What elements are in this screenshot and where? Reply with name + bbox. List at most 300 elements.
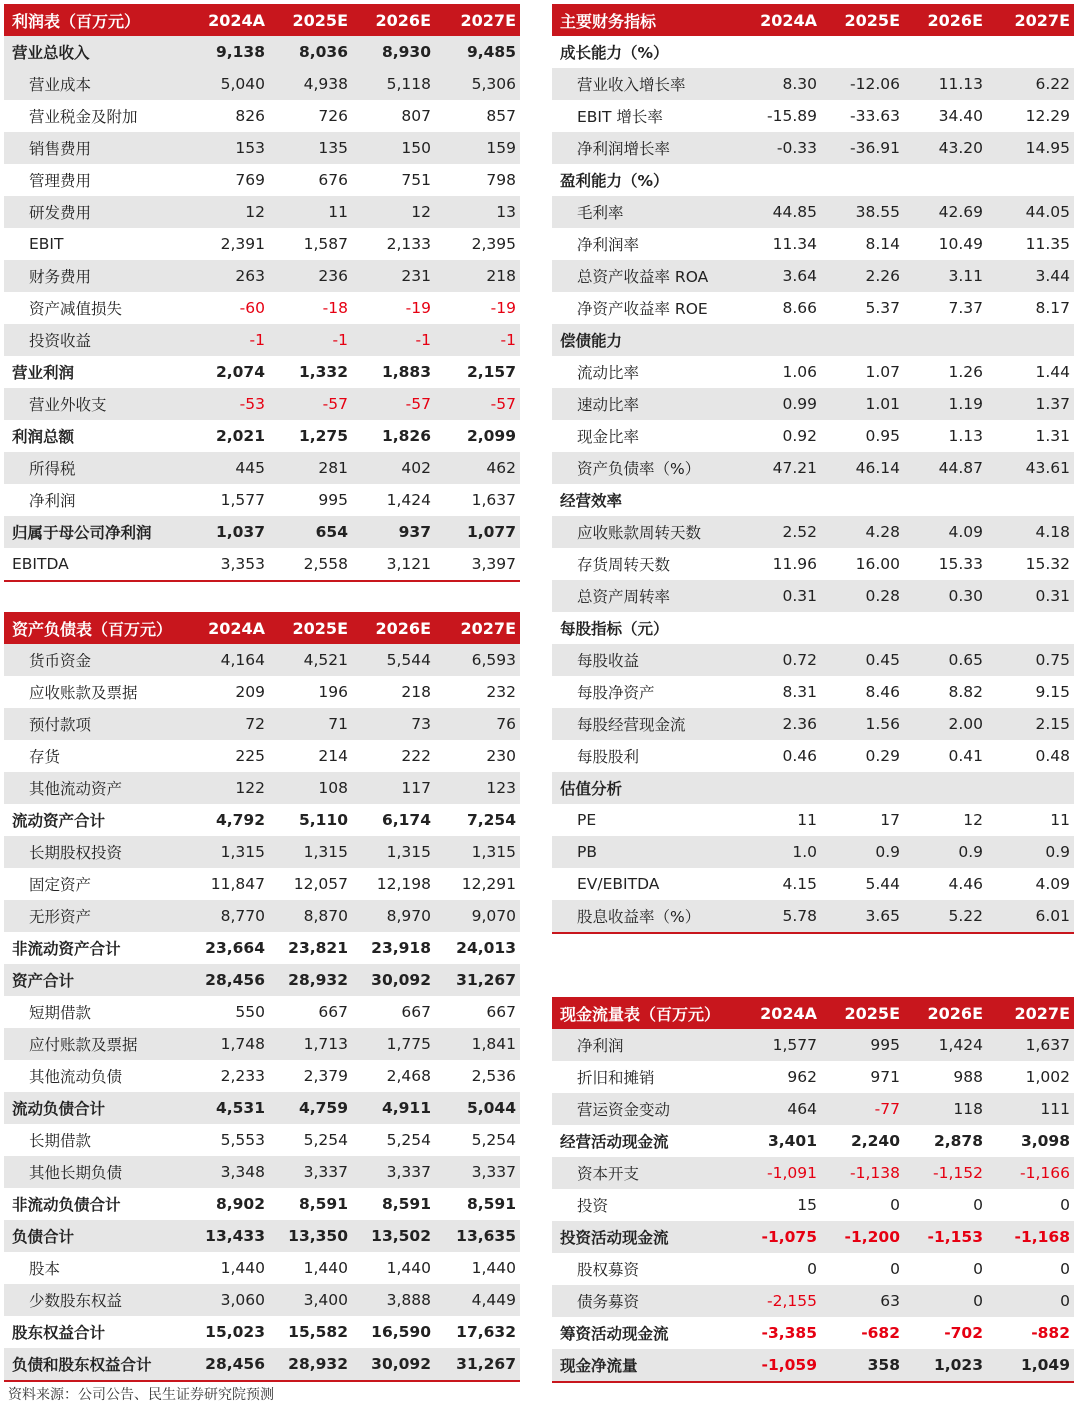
cell-value: 38.55	[821, 196, 904, 228]
cell-value	[987, 484, 1074, 516]
year-header: 2027E	[987, 4, 1074, 36]
row-label: 非流动资产合计	[12, 940, 121, 958]
table-row	[552, 708, 1074, 740]
row-label: 管理费用	[29, 172, 92, 190]
cell-value: 995	[318, 491, 348, 509]
table-row	[4, 676, 520, 708]
cell-value: 15,582	[288, 1323, 348, 1341]
table-row	[4, 772, 520, 804]
year-header: 2026E	[904, 997, 987, 1029]
cell-value: -1,166	[987, 1157, 1074, 1189]
cell-value: 5,118	[352, 68, 435, 100]
cell-value: 8,930	[352, 36, 435, 68]
cell-value: 1.0	[738, 836, 821, 868]
cell-value: 9.15	[1035, 683, 1070, 701]
cell-value: 4,938	[269, 68, 352, 100]
cell-value: 1,332	[298, 363, 348, 381]
cell-value: 1,637	[987, 1029, 1074, 1061]
cell-value: 135	[269, 132, 352, 164]
cell-value: 1,049	[987, 1349, 1074, 1382]
cell-value: 1.31	[1035, 427, 1070, 445]
table-row-subtotal	[552, 324, 1074, 356]
cell-value: 2,133	[386, 235, 431, 253]
cell-value: 3.64	[738, 260, 821, 292]
cell-value: 769	[235, 171, 265, 189]
cell-value: 3,337	[435, 1156, 520, 1188]
cell-value: 28,932	[269, 1348, 352, 1381]
cell-value: 7.37	[948, 299, 983, 317]
row-label: 经营效率	[560, 492, 623, 510]
cell-value: 4,521	[269, 644, 352, 676]
cell-value: 23,664	[205, 939, 265, 957]
table-row-subtotal	[4, 420, 520, 452]
table-row-subtotal	[4, 804, 520, 836]
cell-value: 0.75	[987, 644, 1074, 676]
table-row	[552, 228, 1074, 260]
table-row	[552, 868, 1074, 900]
cell-value: 1,883	[381, 363, 431, 381]
table-row-subtotal	[552, 1349, 1074, 1382]
cell-value: 230	[486, 747, 516, 765]
row-label: 负债和股东权益合计	[4, 1348, 200, 1381]
row-label: 每股指标（元）	[560, 620, 669, 638]
cell-value: 5.37	[865, 299, 900, 317]
cell-value: 9,485	[435, 36, 520, 68]
row-label: 营业外收支	[4, 388, 200, 420]
row-label: 资本开支	[552, 1157, 738, 1189]
cell-value: 118	[904, 1093, 987, 1125]
year-header: 2024A	[200, 612, 269, 644]
table-row	[4, 484, 520, 516]
cell-value	[821, 164, 904, 196]
cell-value: 28,456	[200, 964, 269, 996]
table-row-subtotal	[4, 36, 520, 68]
table-row	[552, 260, 1074, 292]
row-label: 每股经营现金流	[552, 708, 738, 740]
cell-value: 17	[880, 811, 900, 829]
cell-value: 30,092	[352, 1348, 435, 1381]
cell-value: -682	[861, 1324, 900, 1342]
cell-value: -1,075	[738, 1221, 821, 1253]
row-label: 债务募资	[552, 1285, 738, 1317]
table-row	[4, 1060, 520, 1092]
cell-value: -60	[239, 299, 265, 317]
cell-value: -1,138	[821, 1157, 904, 1189]
cell-value: 46.14	[821, 452, 904, 484]
cell-value: 31,267	[435, 1348, 520, 1381]
row-label: EBIT	[29, 235, 64, 253]
table-row	[552, 1285, 1074, 1317]
cell-value: 1,637	[471, 491, 516, 509]
year-header: 2024A	[738, 997, 821, 1029]
cell-value: 2.36	[738, 708, 821, 740]
table-row	[552, 196, 1074, 228]
cell-value: 0.99	[738, 388, 821, 420]
cell-value: 218	[401, 683, 431, 701]
cell-value	[738, 164, 821, 196]
table-row	[552, 1253, 1074, 1285]
cell-value: 11	[1050, 811, 1070, 829]
cell-value: 2,233	[220, 1067, 265, 1085]
cell-value	[904, 324, 987, 356]
cell-value: -19	[405, 299, 431, 317]
cell-value	[821, 484, 904, 516]
cell-value	[738, 772, 821, 804]
cell-value: 445	[200, 452, 269, 484]
cell-value: 798	[486, 171, 516, 189]
row-label: 净利润	[552, 1029, 738, 1061]
cell-value: 12	[352, 196, 435, 228]
table-row	[552, 580, 1074, 612]
cell-value: -1,200	[821, 1221, 904, 1253]
cell-value: 9,138	[200, 36, 269, 68]
cell-value: -1	[435, 324, 520, 356]
cell-value	[738, 484, 821, 516]
cell-value: 15.33	[938, 555, 983, 573]
cell-value: 34.40	[938, 107, 983, 125]
table-row	[552, 100, 1074, 132]
table-row	[4, 324, 520, 356]
table-row	[552, 356, 1074, 388]
cell-value: 13,350	[269, 1220, 352, 1252]
cell-value: 5,553	[220, 1131, 265, 1149]
cell-value: 1,440	[386, 1259, 431, 1277]
table-row	[4, 708, 520, 740]
row-label: 股息收益率（%）	[552, 900, 738, 933]
row-label: 折旧和摊销	[577, 1069, 655, 1087]
cell-value	[987, 36, 1074, 68]
cell-value: 2,021	[215, 427, 265, 445]
row-label: 无形资产	[4, 900, 200, 932]
cell-value: 16,590	[371, 1323, 431, 1341]
table-row-subtotal	[552, 772, 1074, 804]
year-header: 2027E	[987, 997, 1074, 1029]
row-label: 营业收入增长率	[552, 68, 738, 100]
cell-value: 14.95	[987, 132, 1074, 164]
row-label: 每股净资产	[577, 684, 655, 702]
row-label: 偿债能力	[552, 324, 738, 356]
row-label: 总资产收益率 ROA	[552, 260, 738, 292]
cell-value: 1,315	[352, 836, 435, 868]
cell-value: 8,036	[269, 36, 352, 68]
row-label: 固定资产	[29, 876, 92, 894]
cell-value: 196	[318, 683, 348, 701]
table-row	[552, 740, 1074, 772]
cell-value: 117	[352, 772, 435, 804]
cell-value: 0.28	[821, 580, 904, 612]
cell-value: 1,077	[435, 516, 520, 548]
cell-value: 550	[235, 1003, 265, 1021]
cell-value: 16.00	[855, 555, 900, 573]
cell-value: 5,044	[435, 1092, 520, 1124]
cell-value: -702	[944, 1324, 983, 1342]
cell-value: 236	[269, 260, 352, 292]
cell-value: -1,153	[904, 1221, 987, 1253]
cell-value: -12.06	[821, 68, 904, 100]
cell-value: 11	[797, 811, 817, 829]
table-row	[4, 1252, 520, 1284]
cell-value: 1.01	[821, 388, 904, 420]
table-row	[4, 548, 520, 581]
cell-value: 8.82	[948, 683, 983, 701]
cell-value	[821, 612, 904, 644]
table-row-subtotal	[4, 516, 520, 548]
cell-value: 1,315	[200, 836, 269, 868]
cell-value: 12,198	[376, 875, 431, 893]
table-row	[4, 1124, 520, 1156]
cell-value: 462	[435, 452, 520, 484]
cell-value: 0.31	[987, 580, 1074, 612]
table-row	[552, 1189, 1074, 1221]
table-row	[552, 516, 1074, 548]
cell-value: 8,770	[200, 900, 269, 932]
table-row	[552, 420, 1074, 452]
cell-value	[987, 612, 1074, 644]
table-row-subtotal	[4, 932, 520, 964]
year-header: 2027E	[435, 612, 520, 644]
cell-value: 8,591	[381, 1195, 431, 1213]
table-header-row	[4, 612, 520, 644]
table-row	[552, 1061, 1074, 1093]
cell-value: 4.18	[987, 516, 1074, 548]
cell-value: 8,902	[215, 1195, 265, 1213]
row-label: 资产减值损失	[29, 300, 123, 318]
cell-value: 667	[318, 1003, 348, 1021]
cell-value: 1,587	[303, 235, 348, 253]
row-label: 非流动负债合计	[12, 1196, 121, 1214]
cell-value: 2.52	[738, 516, 821, 548]
row-label: 应收账款周转天数	[552, 516, 738, 548]
cell-value	[987, 772, 1074, 804]
cell-value: 1.44	[1035, 363, 1070, 381]
row-label: 少数股东权益	[4, 1284, 200, 1316]
cell-value: 11.34	[772, 235, 817, 253]
row-label: 净利润率	[577, 236, 640, 254]
cell-value: 0.72	[738, 644, 821, 676]
table-row-subtotal	[552, 1317, 1074, 1349]
row-label: 长期借款	[29, 1132, 92, 1150]
cell-value: 3,353	[200, 548, 269, 581]
row-label: 净资产收益率 ROE	[577, 300, 708, 318]
row-label: 营业税金及附加	[29, 108, 138, 126]
cell-value: 122	[200, 772, 269, 804]
cell-value: 3,060	[200, 1284, 269, 1316]
cell-value: 24,013	[456, 939, 516, 957]
table-row	[552, 676, 1074, 708]
cell-value: 751	[401, 171, 431, 189]
cell-value: 73	[352, 708, 435, 740]
year-header: 2026E	[352, 612, 435, 644]
table-title: 利润表（百万元）	[4, 4, 200, 36]
cell-value: 7,254	[466, 811, 516, 829]
cell-value: 8.14	[865, 235, 900, 253]
table-row-subtotal	[4, 1188, 520, 1220]
cell-value: 8.66	[782, 299, 817, 317]
cell-value: 4,164	[200, 644, 269, 676]
cell-value: 1,315	[269, 836, 352, 868]
table-title: 资产负债表（百万元）	[4, 612, 200, 644]
row-label: 存货	[29, 748, 61, 766]
cell-value: 4,911	[352, 1092, 435, 1124]
table-row	[4, 868, 520, 900]
table-header-row	[552, 997, 1074, 1029]
cell-value: 654	[269, 516, 352, 548]
year-header: 2027E	[435, 4, 520, 36]
cell-value: 988	[953, 1068, 983, 1086]
cell-value: 0	[904, 1285, 987, 1317]
cell-value: 676	[318, 171, 348, 189]
row-label: 盈利能力（%）	[560, 172, 669, 190]
row-label: 现金比率	[577, 428, 640, 446]
cell-value: 76	[435, 708, 520, 740]
cell-value	[738, 324, 821, 356]
cell-value: 12	[963, 811, 983, 829]
table-row	[4, 836, 520, 868]
cell-value	[738, 612, 821, 644]
cell-value: 2,099	[466, 427, 516, 445]
balance-sheet-table	[4, 612, 520, 1382]
cell-value: 0.9	[987, 836, 1074, 868]
row-label: 利润总额	[12, 428, 75, 446]
row-label: 存货周转天数	[577, 556, 671, 574]
cell-value: 0.48	[1035, 747, 1070, 765]
cell-value	[821, 772, 904, 804]
row-label: 流动比率	[577, 364, 640, 382]
cell-value: 8,970	[352, 900, 435, 932]
cell-value: -18	[322, 299, 348, 317]
cell-value: 1,037	[200, 516, 269, 548]
cell-value: 11,847	[210, 875, 265, 893]
cell-value: 23,821	[288, 939, 348, 957]
cell-value: 5,544	[352, 644, 435, 676]
table-row	[4, 196, 520, 228]
cell-value: 0.31	[738, 580, 821, 612]
cell-value: 1,440	[220, 1259, 265, 1277]
cell-value: 995	[821, 1029, 904, 1061]
table-row	[552, 452, 1074, 484]
cell-value: 0.95	[865, 427, 900, 445]
row-label: 每股收益	[552, 644, 738, 676]
table-row	[552, 292, 1074, 324]
cell-value: 231	[352, 260, 435, 292]
cell-value: -1,059	[738, 1349, 821, 1382]
cell-value: 23,918	[371, 939, 431, 957]
cell-value: 3,337	[269, 1156, 352, 1188]
cell-value: 0	[973, 1260, 983, 1278]
row-label: 投资收益	[4, 324, 200, 356]
table-row	[552, 836, 1074, 868]
cell-value: 1,826	[381, 427, 431, 445]
cell-value: 0.46	[782, 747, 817, 765]
row-label: 其他流动资产	[4, 772, 200, 804]
cell-value: 44.85	[738, 196, 821, 228]
cell-value: 5.78	[738, 900, 821, 933]
table-row	[552, 1157, 1074, 1189]
cell-value: 2,468	[386, 1067, 431, 1085]
cell-value: 13	[435, 196, 520, 228]
row-label: 股本	[29, 1260, 61, 1278]
cell-value	[987, 324, 1074, 356]
cell-value: 28,932	[269, 964, 352, 996]
cell-value: 28,456	[200, 1348, 269, 1381]
cell-value: 12	[200, 196, 269, 228]
cell-value: 726	[318, 107, 348, 125]
table-row-subtotal	[4, 1092, 520, 1124]
table-row	[4, 228, 520, 260]
year-header: 2025E	[269, 4, 352, 36]
cell-value: 63	[821, 1285, 904, 1317]
cell-value: 12,291	[461, 875, 516, 893]
cell-value: 42.69	[904, 196, 987, 228]
table-row	[4, 100, 520, 132]
row-label: 营业利润	[12, 364, 75, 382]
cell-value: 1,440	[471, 1259, 516, 1277]
table-row	[4, 1156, 520, 1188]
row-label: 成长能力（%）	[560, 44, 669, 62]
cell-value	[904, 36, 987, 68]
cell-value: -53	[200, 388, 269, 420]
cell-value: -882	[1031, 1324, 1070, 1342]
cell-value: 15	[797, 1196, 817, 1214]
cell-value: 214	[318, 747, 348, 765]
cell-value: -1	[352, 324, 435, 356]
cell-value: 4,531	[200, 1092, 269, 1124]
cell-value: 0	[807, 1260, 817, 1278]
year-header: 2025E	[821, 4, 904, 36]
cell-value: 807	[401, 107, 431, 125]
cell-value: 3.65	[821, 900, 904, 933]
cell-value: 402	[352, 452, 435, 484]
cell-value: 0	[973, 1196, 983, 1214]
cell-value: 1,023	[904, 1349, 987, 1382]
table-row	[4, 260, 520, 292]
table-row-subtotal	[4, 1316, 520, 1348]
cell-value: -57	[352, 388, 435, 420]
table-row	[552, 548, 1074, 580]
cell-value: 2,379	[303, 1067, 348, 1085]
cell-value: 8.30	[738, 68, 821, 100]
cell-value	[821, 324, 904, 356]
cell-value: 0	[890, 1260, 900, 1278]
source-note: 资料来源：公司公告、民生证券研究院预测	[8, 1387, 274, 1403]
cell-value: 0.41	[948, 747, 983, 765]
cell-value: 15.32	[1025, 555, 1070, 573]
cell-value: 2,391	[220, 235, 265, 253]
row-label: 长期股权投资	[4, 836, 200, 868]
table-row-subtotal	[4, 1348, 520, 1381]
cell-value: -19	[490, 299, 516, 317]
cell-value: 232	[486, 683, 516, 701]
cell-value: 15,023	[205, 1323, 265, 1341]
cell-value: 13,502	[352, 1220, 435, 1252]
row-label: 资产合计	[4, 964, 200, 996]
row-label: EBIT 增长率	[577, 108, 663, 126]
row-label: 毛利率	[552, 196, 738, 228]
table-row	[4, 388, 520, 420]
row-label: 应收账款及票据	[29, 684, 138, 702]
table-row	[4, 1284, 520, 1316]
cell-value: 8,870	[269, 900, 352, 932]
row-label: 股东权益合计	[12, 1324, 106, 1342]
cell-value: -1,152	[904, 1157, 987, 1189]
table-row	[552, 644, 1074, 676]
table-row	[552, 132, 1074, 164]
cell-value: 281	[269, 452, 352, 484]
cell-value: -0.33	[738, 132, 821, 164]
cell-value: 857	[486, 107, 516, 125]
cell-value: 10.49	[938, 235, 983, 253]
cell-value: 3,888	[352, 1284, 435, 1316]
